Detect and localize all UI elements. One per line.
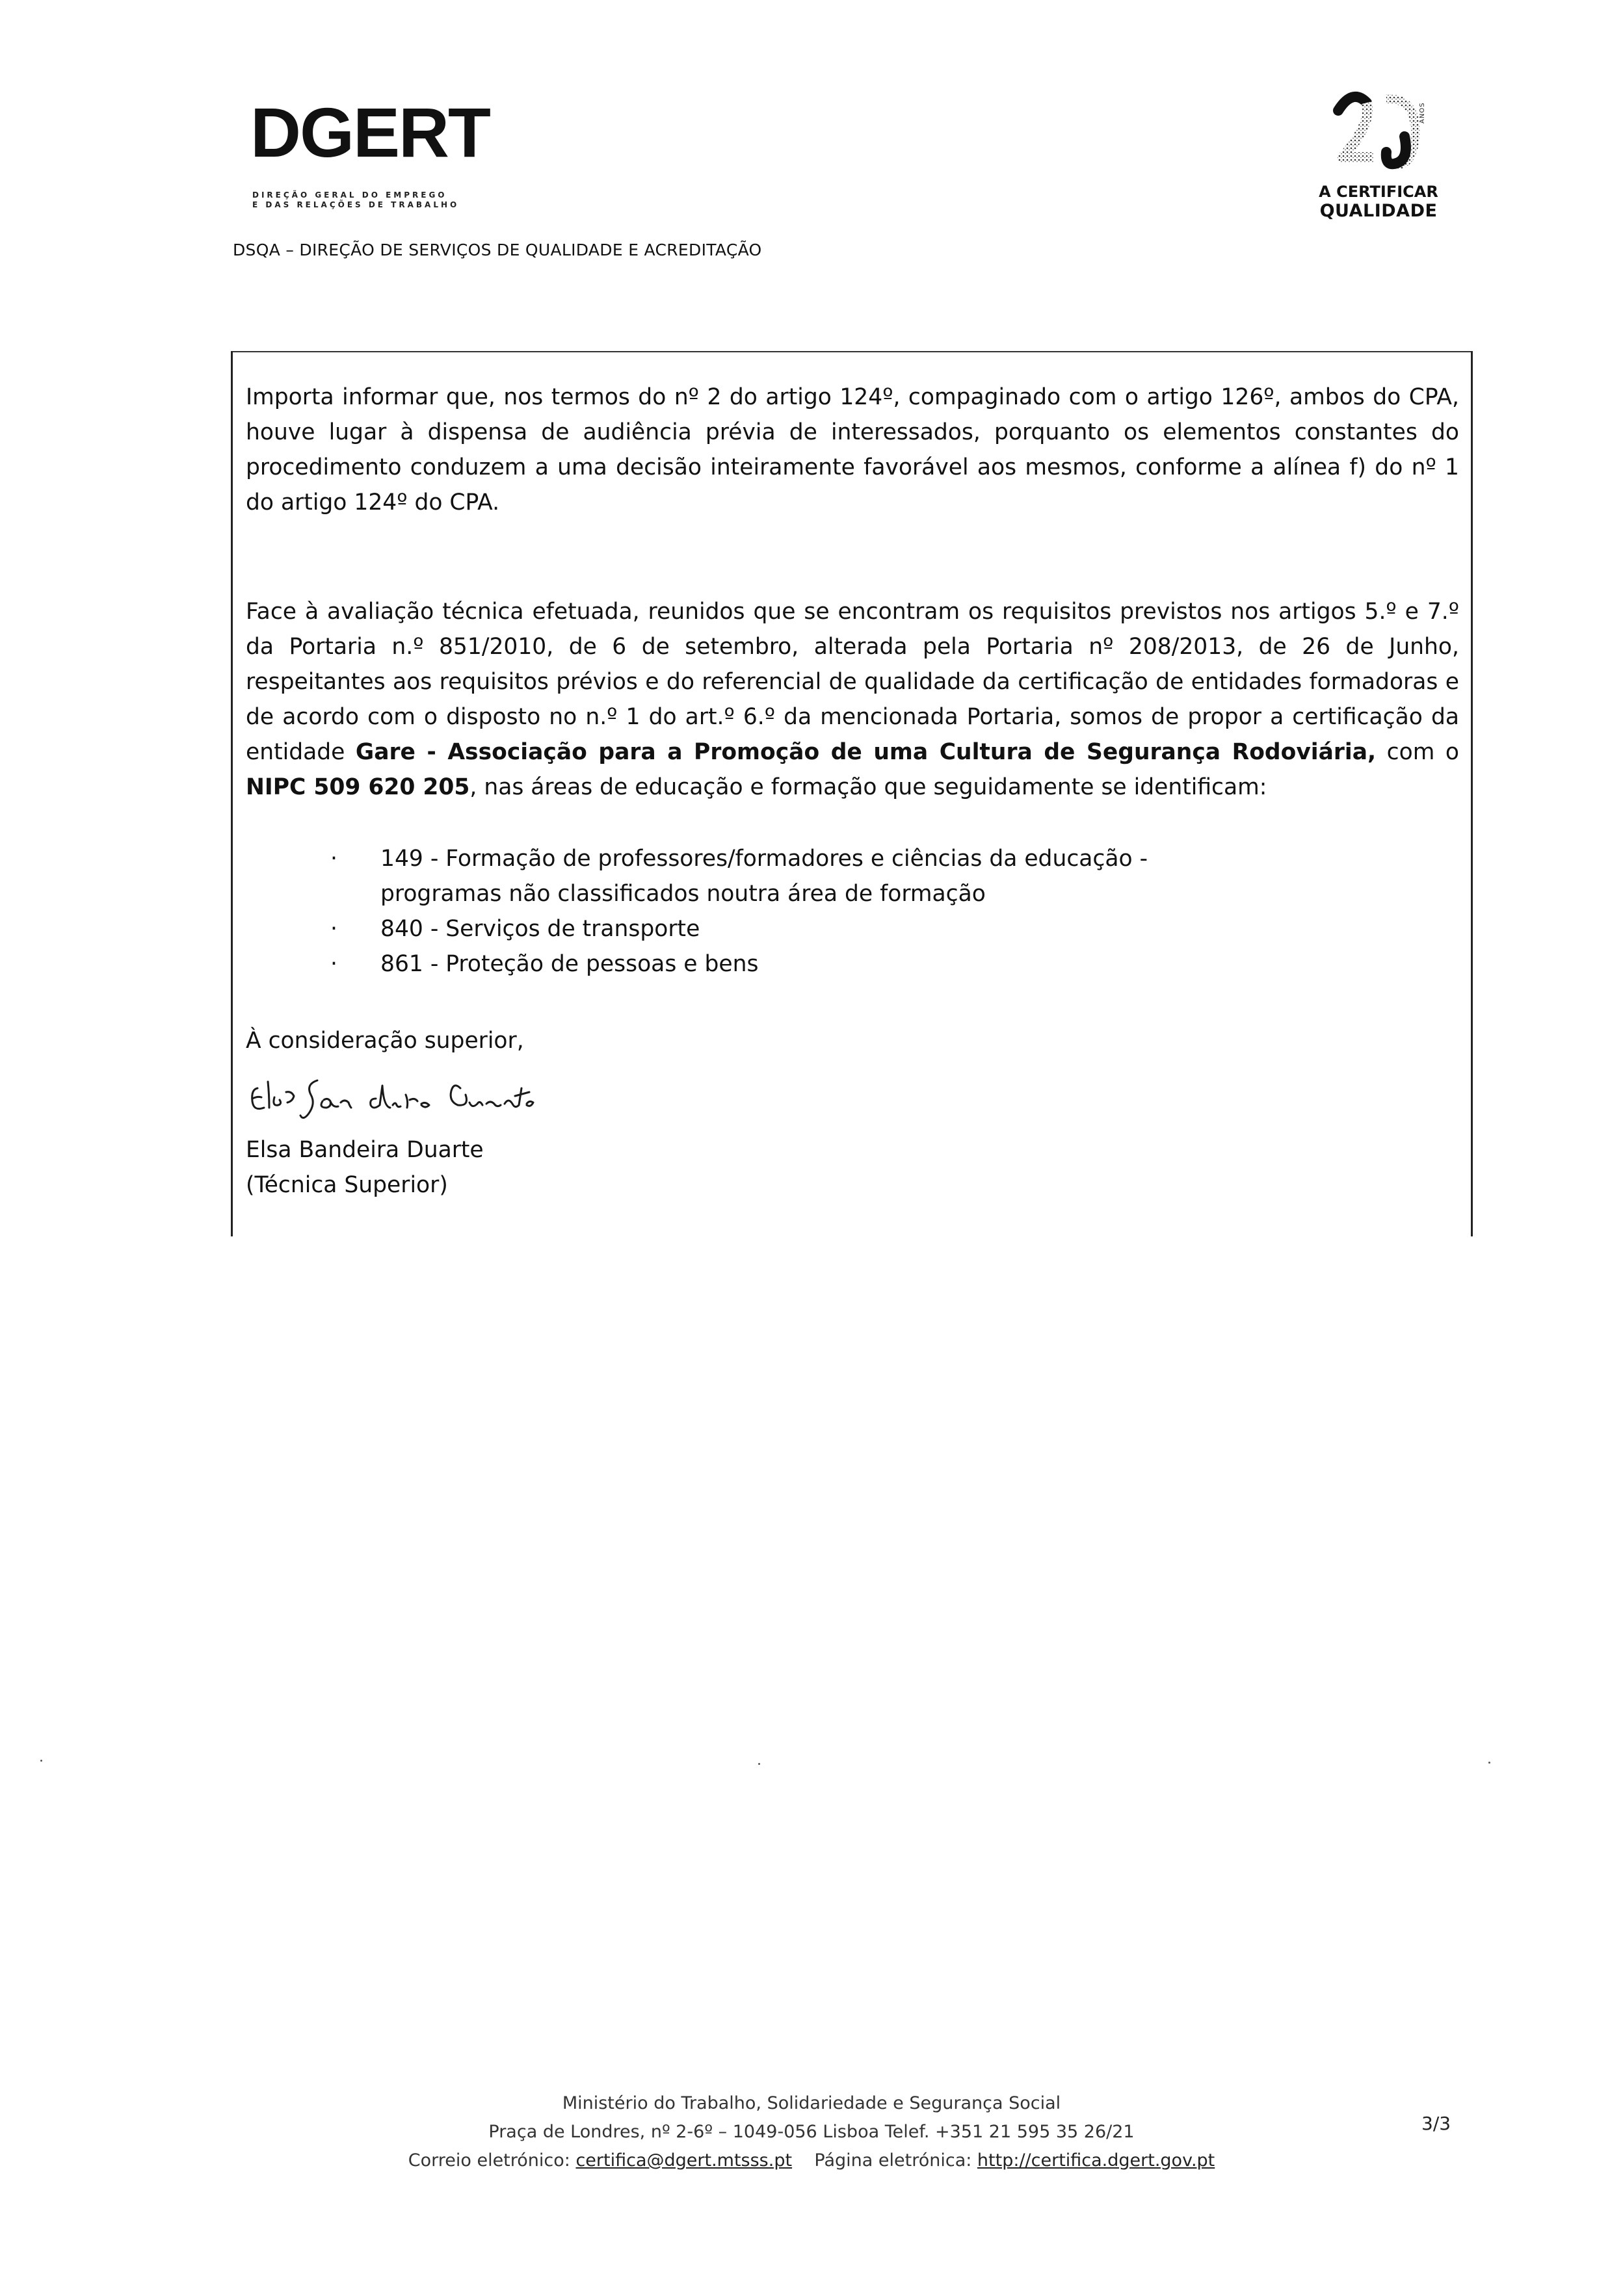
web-label: Página eletrónica:	[814, 2150, 977, 2171]
anniversary-label-2: QUALIDADE	[1319, 201, 1438, 221]
footer-contacts	[0, 2146, 1623, 2175]
scan-speck	[40, 1760, 42, 1762]
entity-name: Gare - Associação para a Promoção de uma Cultura de Segurança Rodoviária,	[355, 739, 1377, 765]
email-label: Correio eletrónico:	[408, 2150, 576, 2171]
paragraph-text: , nas áreas de educação e formação que seguidamente se identificam:	[469, 774, 1267, 800]
handwritten-signature	[246, 1069, 584, 1138]
website-link[interactable]: http://certifica.dgert.gov.pt	[977, 2150, 1215, 2171]
department-heading: DSQA – DIREÇÃO DE SERVIÇOS DE QUALIDADE E ACREDITAÇÃO	[233, 241, 762, 259]
anniversary-tagline	[1307, 182, 1450, 221]
footer-address: Praça de Londres, nº 2-6º – 1049-056 Lisboa Telef. +351 21 595 35 26/21	[488, 2122, 1135, 2142]
closing-line: À consideração superior,	[246, 1028, 524, 1054]
twenty-years-icon	[1326, 85, 1424, 182]
nipc-number: NIPC 509 620 205	[246, 774, 470, 800]
area-text: 149 - Formação de professores/formadores e ciências da educação - programas não classificados noutra área de formação	[380, 846, 1148, 907]
logo-subtitle	[252, 190, 486, 210]
signer-role: (Técnica Superior)	[246, 1172, 448, 1198]
signature-icon	[246, 1069, 584, 1127]
page-footer	[0, 2089, 1623, 2175]
page-number: 3/3	[1421, 2113, 1451, 2134]
paragraph-certification-proposal	[246, 594, 1459, 805]
paragraph-hearing-waiver: Importa informar que, nos termos do nº 2 do artigo 124º, compaginado com o artigo 126º, ambos do CPA, houve lugar à dispensa de audiência prévia de interessados, porquanto os elementos constantes do procedimento conduzem a uma decisão inteiramente favorável aos mesmos, conforme a alínea f) do nº 1 do artigo 124º do CPA.	[246, 384, 1459, 515]
training-areas-list	[246, 841, 1459, 982]
logo-subtitle-line-1: DIREÇÃO GERAL DO EMPREGO	[252, 190, 447, 200]
scan-speck	[1488, 1762, 1490, 1764]
area-text: 840 - Serviços de transporte	[380, 916, 700, 942]
anniversary-label-1: A CERTIFICAR	[1319, 183, 1438, 201]
dgert-logo: DGERT	[250, 93, 490, 172]
anniversary-years-label: ANOS	[1419, 102, 1426, 124]
logo-subtitle-line-2: E DAS RELAÇÕES DE TRABALHO	[252, 200, 460, 209]
frame-top-border	[231, 351, 1471, 352]
list-item	[246, 841, 1193, 911]
area-text: 861 - Proteção de pessoas e bens	[380, 951, 759, 977]
scan-speck	[758, 1763, 760, 1765]
list-item	[246, 911, 1193, 946]
frame-left-border	[231, 351, 233, 1236]
email-link[interactable]: certifica@dgert.mtsss.pt	[575, 2150, 793, 2171]
signer-name: Elsa Bandeira Duarte	[246, 1137, 484, 1163]
anniversary-logo	[1307, 78, 1450, 228]
paragraph-text: com o	[1376, 739, 1459, 765]
bullet: ·	[330, 916, 337, 942]
bullet: ·	[330, 846, 337, 872]
list-item	[246, 946, 1193, 982]
frame-right-border	[1471, 351, 1473, 1236]
paragraph-text: Face à avaliação técnica efetuada, reunidos que se encontram os requisitos previstos nos artigos 5.º e 7.º da Portaria n.º 851/2010, de 6 de setembro, alterada pela Portaria nº 208/2013, de 26 de Junho, respeitantes aos requisitos prévios e do referencial de qualidade da certificação de entidades formadoras e de acordo com o disposto no n.º 1 do art.º 6.º da mencionada Portaria, somos de propor a certificação da entidade	[246, 599, 1459, 765]
bullet: ·	[330, 951, 337, 977]
footer-ministry: Ministério do Trabalho, Solidariedade e Segurança Social	[562, 2093, 1061, 2113]
